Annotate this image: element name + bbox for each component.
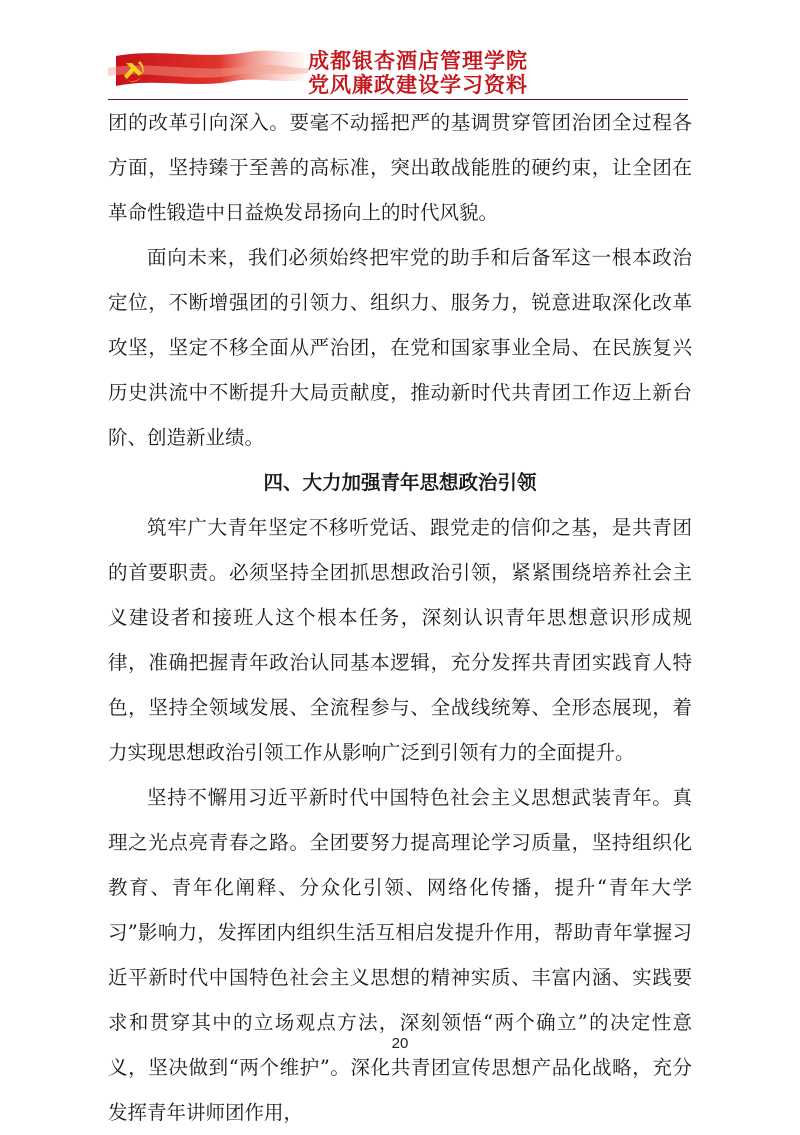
body-paragraph: 团的改革引向深入。要毫不动摇把严的基调贯穿管团治团全过程各方面，坚持臻于至善的高标准，突出敢战能胜的硬约束，让全团在革命性锻造中日益焕发昂扬向上的时代风貌。 <box>108 111 692 224</box>
page-number: 20 <box>391 1035 409 1052</box>
body-paragraph: 筑牢广大青年坚定不移听党话、跟党走的信仰之基，是共青团的首要职责。必须坚持全团抓思想政治引领，紧紧围绕培养社会主义建设者和接班人这个根本任务，深刻认识青年思想意识形成规律，准确把握青年政治认同基本逻辑，充分发挥共青团实践育人特色，坚持全领域发展、全流程参与、全战线统筹、全形态展现，着力实现思想政治引领工作从影响广泛到引领有力的全面提升。 <box>108 516 692 764</box>
body-paragraph: 面向未来，我们必须始终把牢党的助手和后备军这一根本政治定位，不断增强团的引领力、组织力、服务力，锐意进取深化改革攻坚，坚定不移全面从严治团，在党和国家事业全局、在民族复兴历史洪流中不断提升大局贡献度，推动新时代共青团工作迈上新台阶、创造新业绩。 <box>108 246 692 449</box>
document-series-name: 党风廉政建设学习资料 <box>308 73 528 97</box>
body-paragraph: 坚持不懈用习近平新时代中国特色社会主义思想武装青年。真理之光点亮青春之路。全团要努力提高理论学习质量，坚持组织化教育、青年化阐释、分众化引领、网络化传播，提升“青年大学习”影响力，发挥团内组织生活互相启发提升作用，帮助青年掌握习近平新时代中国特色社会主义思想的精神实质、丰富内涵、实践要求和贯穿其中的立场观点方法，深刻领悟“两个确立”的决定性意义，坚决做到“两个维护”。深化共青团宣传思想产品化战略，充分发挥青年讲师团作用， <box>108 786 692 1124</box>
section-heading: 四、大力加强青年思想政治引领 <box>263 471 537 494</box>
party-emblem-flag-logo <box>108 40 308 96</box>
document-header <box>108 40 688 100</box>
institution-name: 成都银杏酒店管理学院 <box>308 49 528 73</box>
institution-title <box>308 49 528 97</box>
document-body <box>108 100 692 1135</box>
